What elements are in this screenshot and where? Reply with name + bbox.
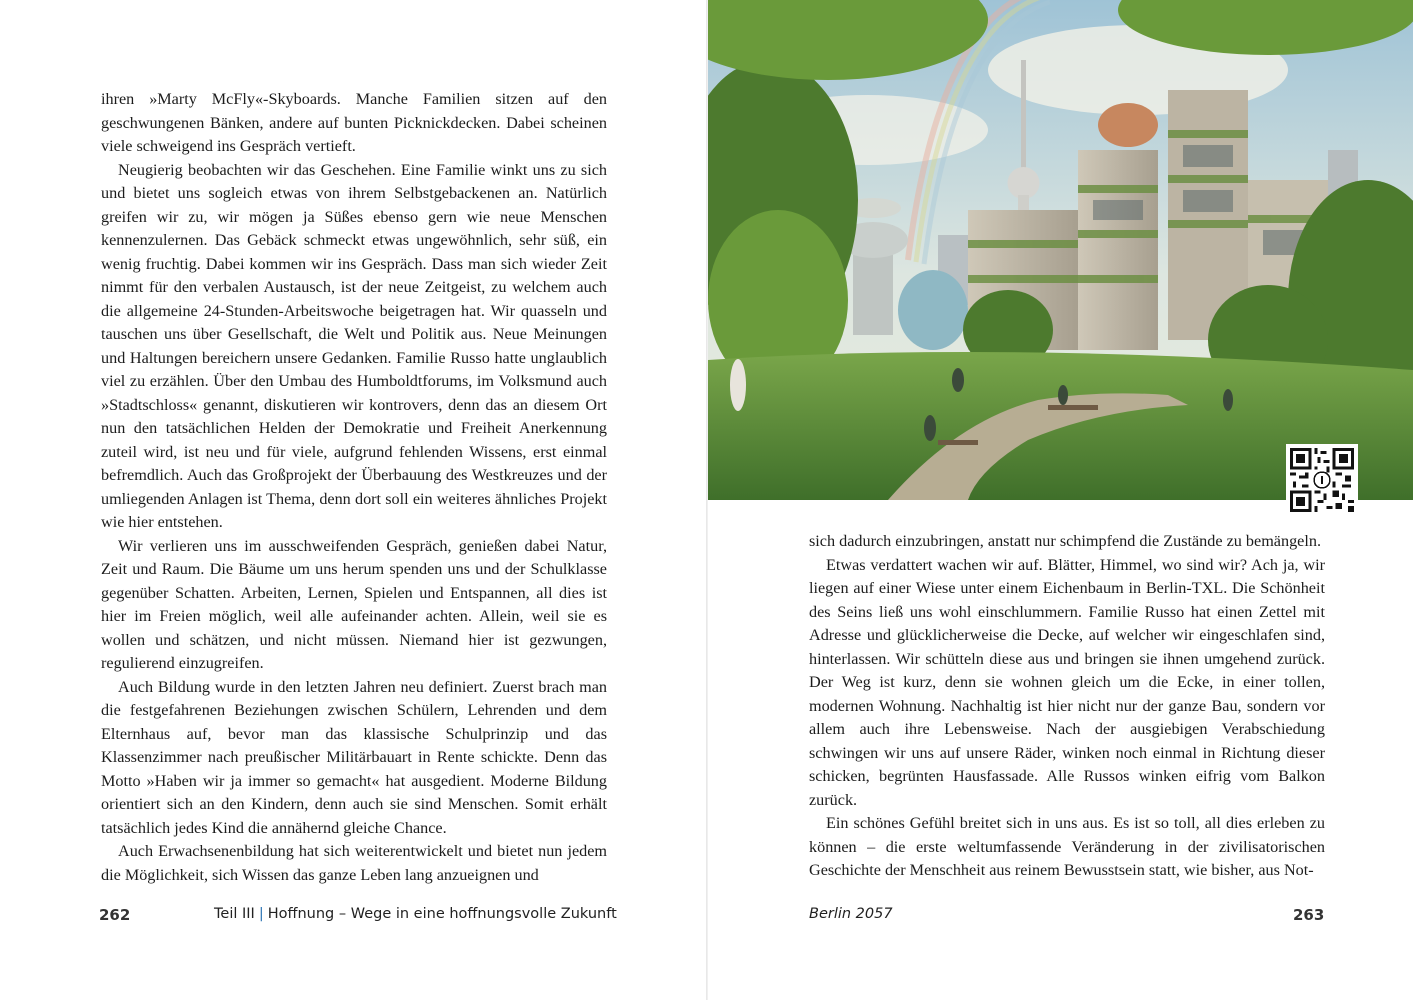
- running-head-separator: |: [258, 906, 264, 922]
- page-number-left: 262: [99, 906, 131, 924]
- paragraph: Neugierig beobachten wir das Geschehen. Eine Familie winkt uns zu sich und bietet uns sogleich etwas von ihrem Selbstgebackenen an. Natürlich greifen wir zu, wir mögen ja Süßes ebenso gern wie neue Menschen kennenzulernen. Das Gebäck schmeckt etwas ungewöhnlich, sehr süß, ein wenig fruchtig. Dabei kommen wir ins Gespräch. Dass man sich wieder Zeit nimmt für den verbalen Austausch, ist der neue Zeitgeist, zu welchem auch die allgemeine 24-Stunden-Arbeitswoche beigetragen hat. Wir quasseln und tauschen uns über Gesellschaft, die Welt und Politik aus. Neue Meinungen und Haltungen bereichern unsere Gedanken. Familie Russo hatte unglaublich viel zu erzählen. Über den Umbau des Humboldtforums, im Volksmund auch »Stadtschloss« genannt, diskutieren wir kontrovers, denn das an diesem Ort nun den tatsächlichen Helden der Demokratie und Freiheit Anerkennung zuteil wird, ist neu und für viele, aufgrund fehlenden Wissens, erst einmal befremdlich. Auch das Großprojekt der Überbauung des Westkreuzes und der umliegenden Anlagen ist Thema, denn dort soll ein weiteres ähnliches Projekt wie hier entstehen.: [101, 160, 607, 531]
- running-head-right: Berlin 2057: [809, 906, 893, 922]
- paragraph: Ein schönes Gefühl breitet sich in uns aus. Es ist so toll, all dies erleben zu können – die erste weltumfassende Veränderung in der zivilisatorischen Geschichte der Menschheit aus reinem Bewusstsein statt, wie bisher, aus Not-: [809, 814, 1325, 879]
- left-page: [0, 0, 706, 1000]
- paragraph: Etwas verdattert wachen wir auf. Blätter, Himmel, wo sind wir? Ach ja, wir liegen auf einer Wiese unter einem Eichenbaum in Berlin-TXL. Die Schönheit des Seins ließ uns wohl einschlummern. Familie Russo hat einen Zettel mit Adresse und glücklicherweise die Decke, auf welcher wir eingeschlafen sind, hinterlassen. Wir schütteln diese aus und bringen sie ihnen umgehend zurück. Der Weg ist kurz, denn sie wohnen gleich um die Ecke, in einer tollen, modernen Wohnung. Nachhaltig ist hier nicht nur der ganze Bau, sondern vor allem auch ihre Lebensweise. Nach der ausgiebigen Verabschiedung schwingen wir uns auf unsere Räder, winken noch einmal in Richtung dieser schicken, begrünten Hausfassade. Alle Russos winken eifrig vom Balkon zurück.: [809, 555, 1325, 809]
- right-body-text: [809, 530, 1325, 883]
- running-head-left: [214, 906, 617, 922]
- green-city-illustration: [708, 0, 1413, 500]
- running-head-part: Teil III: [214, 906, 255, 922]
- qr-code-icon[interactable]: [1286, 444, 1358, 516]
- page-number-right: 263: [1293, 906, 1325, 924]
- paragraph: Wir verlieren uns im ausschweifenden Gespräch, genießen dabei Natur, Zeit und Raum. Die Bäume um uns herum spenden uns und der Schulklasse gegenüber Schatten. Arbeiten, Lernen, Spielen und Entspannen, all dies ist hier im Freien möglich, weil alle aufeinander achten. Allein, weil sie es wollen und schätzen, und nicht müssen. Niemand hier ist gezwungen, regulierend einzugreifen.: [101, 536, 607, 672]
- paragraph: Auch Bildung wurde in den letzten Jahren neu definiert. Zuerst brach man die festgefahrenen Beziehungen zwischen Schülern, Lehrenden und dem Elternhaus auf, bevor man das klassische Schulprinzip und das Klassenzimmer nach preußischer Militärbauart in Rente schickte. Denn das Motto »Haben wir ja immer so gemacht« hat ausgedient. Moderne Bildung orientiert sich an den Kindern, denn auch sie sind Menschen. Somit erhält tatsächlich jedes Kind die annähernd gleiche Chance.: [101, 677, 607, 837]
- paragraph: sich dadurch einzubringen, anstatt nur schimpfend die Zustände zu bemängeln.: [809, 532, 1321, 550]
- paragraph: Auch Erwachsenenbildung hat sich weiterentwickelt und bietet nun jedem die Möglichkeit, sich Wissen das ganze Leben lang anzueignen und: [101, 842, 607, 884]
- right-page: [708, 0, 1413, 1000]
- left-body-text: [101, 88, 607, 887]
- running-head-title: Hoffnung – Wege in eine hoffnungsvolle Zukunft: [267, 906, 617, 922]
- paragraph: ihren »Marty McFly«-Skyboards. Manche Familien sitzen auf den geschwungenen Bänken, andere auf bunten Picknickdecken. Dabei scheinen viele schweigend ins Gespräch vertieft.: [101, 90, 607, 155]
